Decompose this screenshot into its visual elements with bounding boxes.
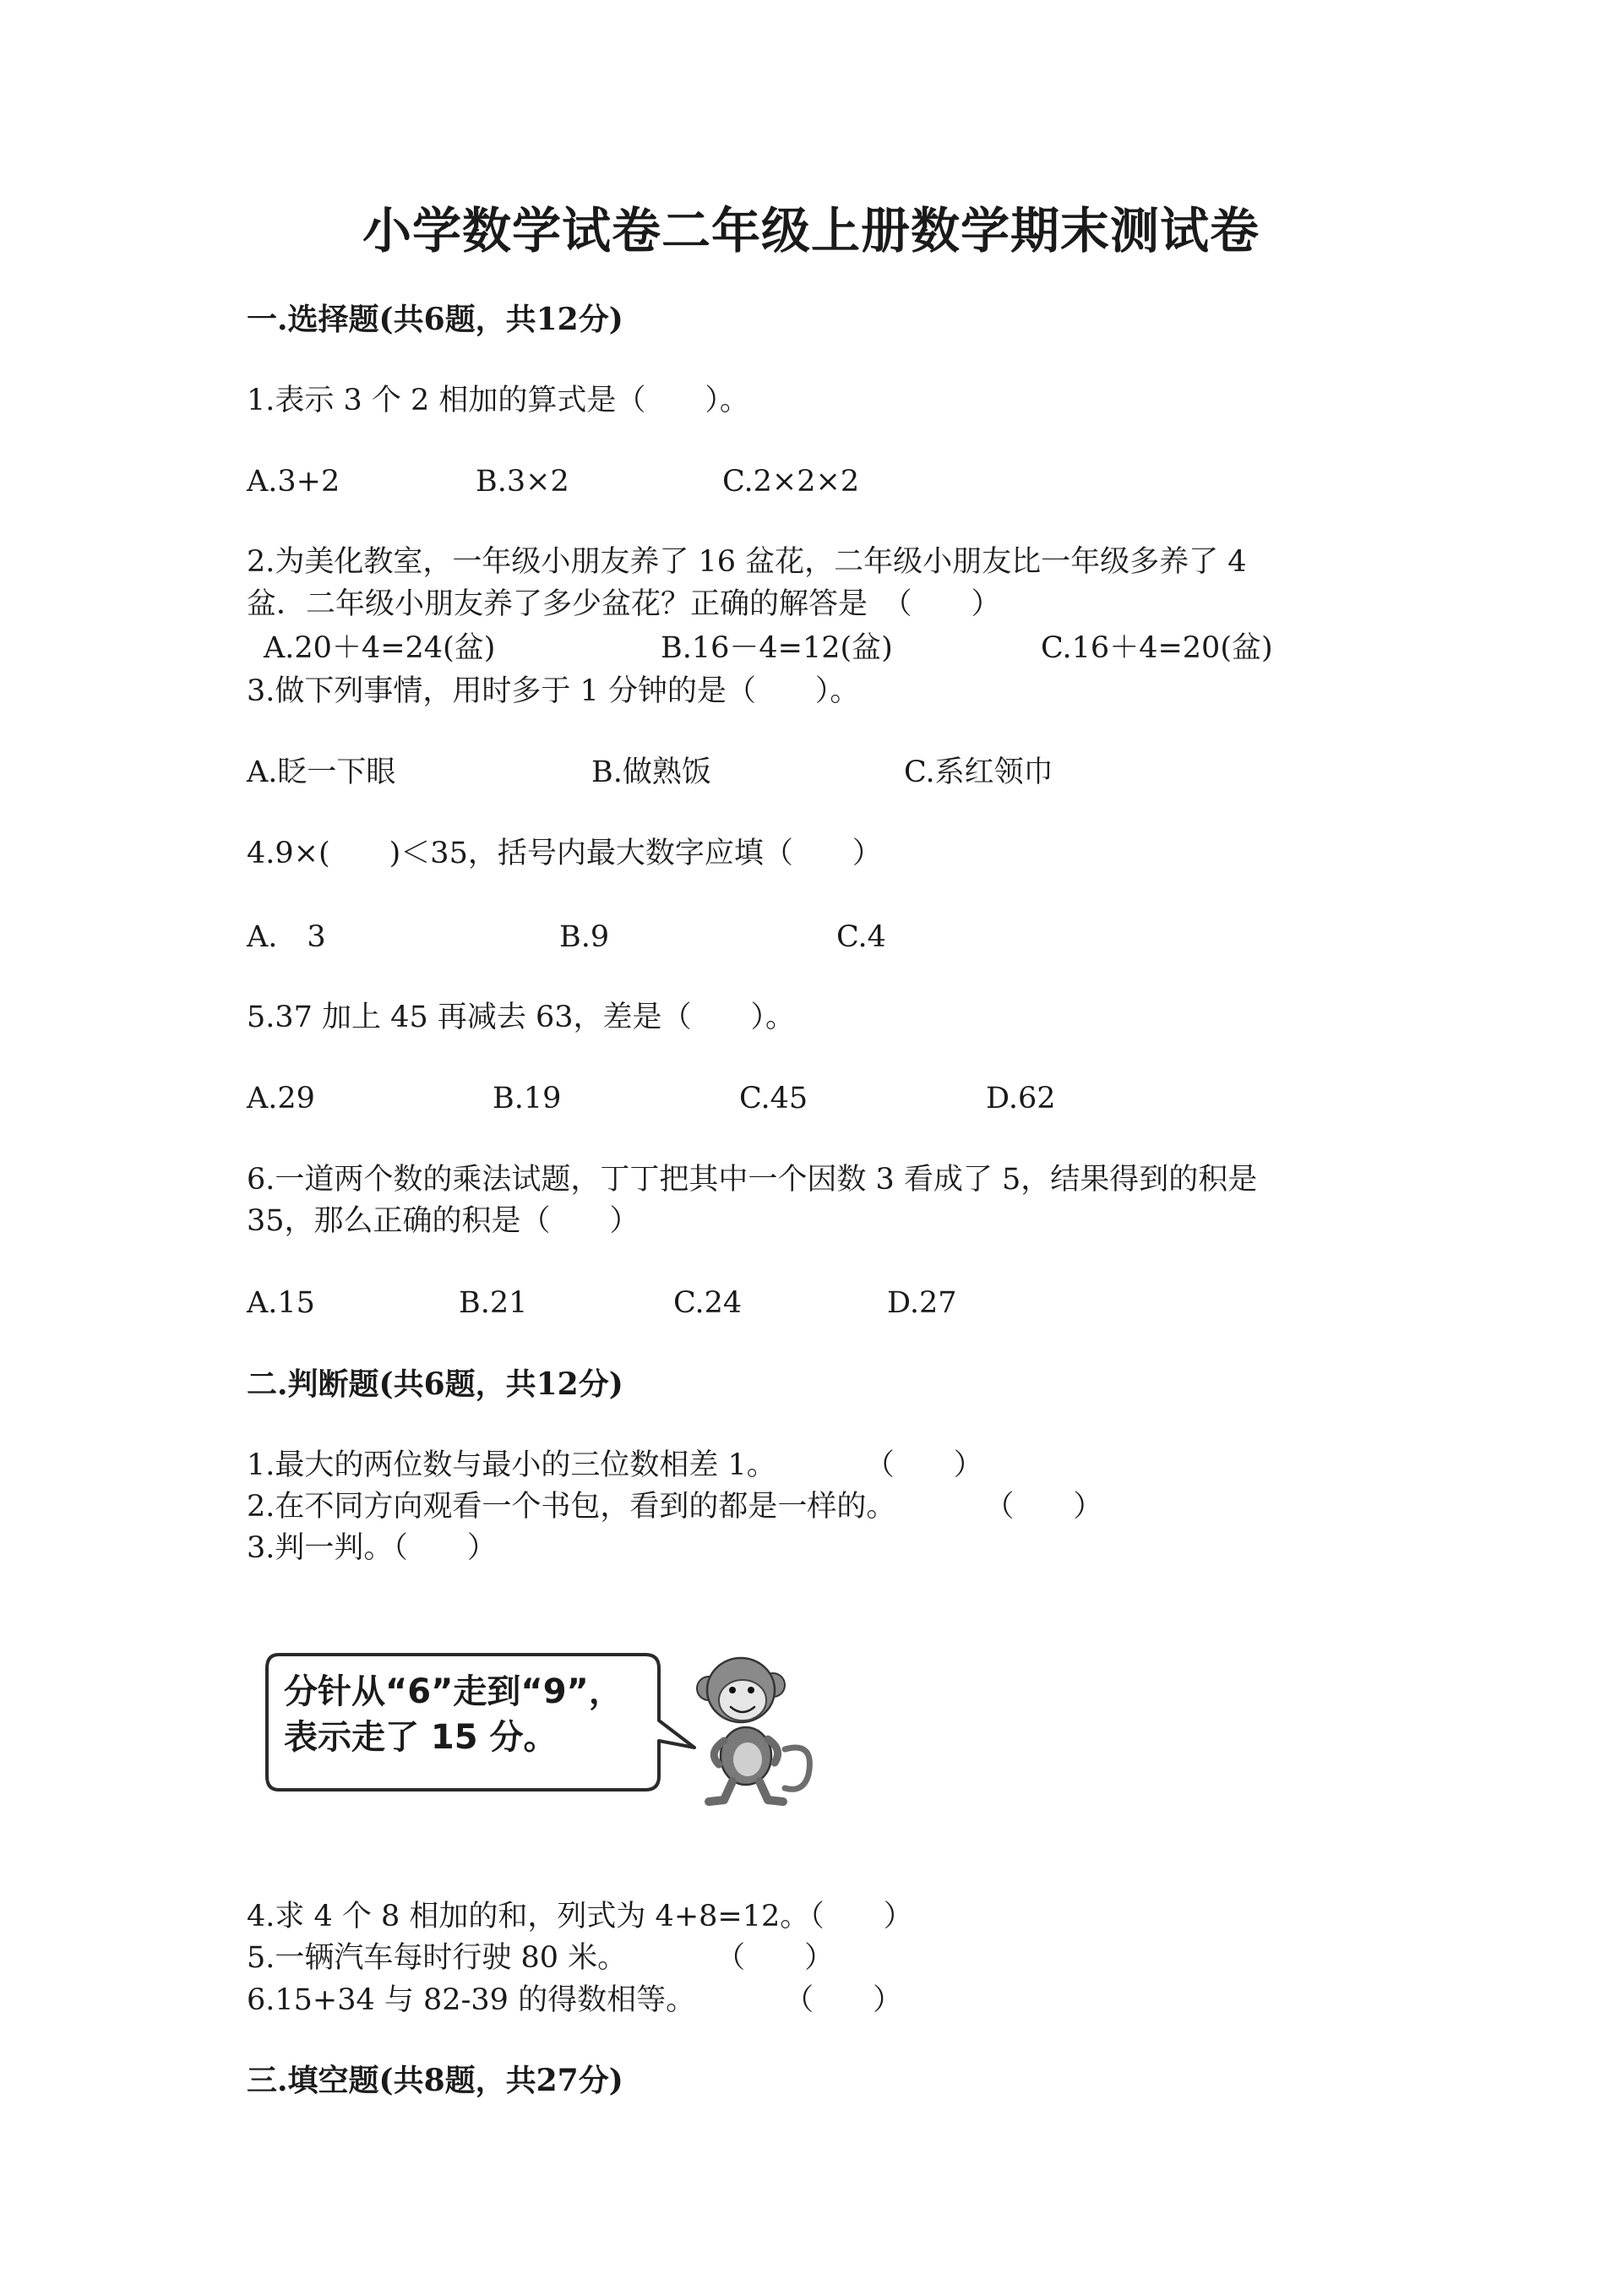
option-1-3-b: B.做熟饭 — [591, 755, 711, 789]
option-1-1-c: C.2×2×2 — [722, 465, 860, 499]
monkey-speech-illustration — [264, 1648, 821, 1808]
section-heading-choice: 一.选择题(共6题，共12分) — [247, 302, 623, 337]
section-heading-judgement: 二.判断题(共6题，共12分) — [247, 1366, 623, 1402]
option-1-6-a: A.15 — [247, 1286, 315, 1320]
option-1-4-b: B.9 — [559, 920, 610, 954]
question-2-3: 3.判一判。（ ） — [247, 1531, 497, 1565]
question-1-2-line1: 2.为美化教室，一年级小朋友养了 16 盆花，二年级小朋友比一年级多养了 4 — [247, 545, 1247, 579]
option-1-2-b: B.16－4=12(盆) — [661, 631, 893, 665]
monkey-icon — [690, 1648, 817, 1808]
bubble-text-line2: 表示走了 15 分。 — [284, 1718, 558, 1757]
option-1-6-b: B.21 — [459, 1286, 528, 1320]
question-1-2-line2: 盆．二年级小朋友养了多少盆花？正确的解答是 （ ） — [247, 587, 1001, 621]
option-1-5-c: C.45 — [739, 1082, 808, 1115]
question-2-1: 1.最大的两位数与最小的三位数相差 1。 （ ） — [247, 1448, 983, 1482]
option-1-1-a: A.3+2 — [247, 465, 340, 499]
option-1-1-b: B.3×2 — [476, 465, 569, 499]
question-2-4: 4.求 4 个 8 相加的和，列式为 4+8=12。（ ） — [247, 1900, 913, 1933]
option-1-3-a: A.眨一下眼 — [247, 755, 396, 789]
option-1-2-a: A.20＋4=24(盆) — [264, 631, 496, 665]
question-1-6-line2: 35，那么正确的积是（ ） — [247, 1204, 640, 1238]
option-1-5-b: B.19 — [493, 1082, 562, 1115]
option-1-4-c: C.4 — [836, 920, 886, 954]
question-2-5: 5.一辆汽车每时行驶 80 米。 （ ） — [247, 1941, 835, 1975]
option-1-6-c: C.24 — [673, 1286, 743, 1320]
option-1-4-a: A. 3 — [247, 920, 326, 954]
section-heading-fill-in: 三.填空题(共8题，共27分) — [247, 2063, 623, 2098]
option-1-5-d: D.62 — [986, 1082, 1056, 1115]
option-1-6-d: D.27 — [887, 1286, 957, 1320]
question-2-6: 6.15+34 与 82-39 的得数相等。 （ ） — [247, 1983, 903, 2017]
question-1-5: 5.37 加上 45 再减去 63，差是（ ）。 — [247, 1001, 796, 1034]
question-1-3: 3.做下列事情，用时多于 1 分钟的是（ ）。 — [247, 674, 860, 708]
page-title: 小学数学试卷二年级上册数学期末测试卷 — [362, 202, 1260, 259]
question-2-2: 2.在不同方向观看一个书包，看到的都是一样的。 （ ） — [247, 1490, 1103, 1524]
option-1-5-a: A.29 — [247, 1082, 315, 1115]
question-1-1: 1.表示 3 个 2 相加的算式是（ ）。 — [247, 384, 749, 417]
option-1-3-c: C.系红领巾 — [904, 755, 1053, 789]
question-1-6-line1: 6.一道两个数的乘法试题，丁丁把其中一个因数 3 看成了 5，结果得到的积是 — [247, 1163, 1258, 1197]
option-1-2-c: C.16＋4=20(盆) — [1041, 631, 1273, 665]
bubble-text-line1: 分针从“6”走到“9”， — [284, 1672, 623, 1711]
question-1-4: 4.9×( )＜35，括号内最大数字应填（ ） — [247, 837, 882, 870]
